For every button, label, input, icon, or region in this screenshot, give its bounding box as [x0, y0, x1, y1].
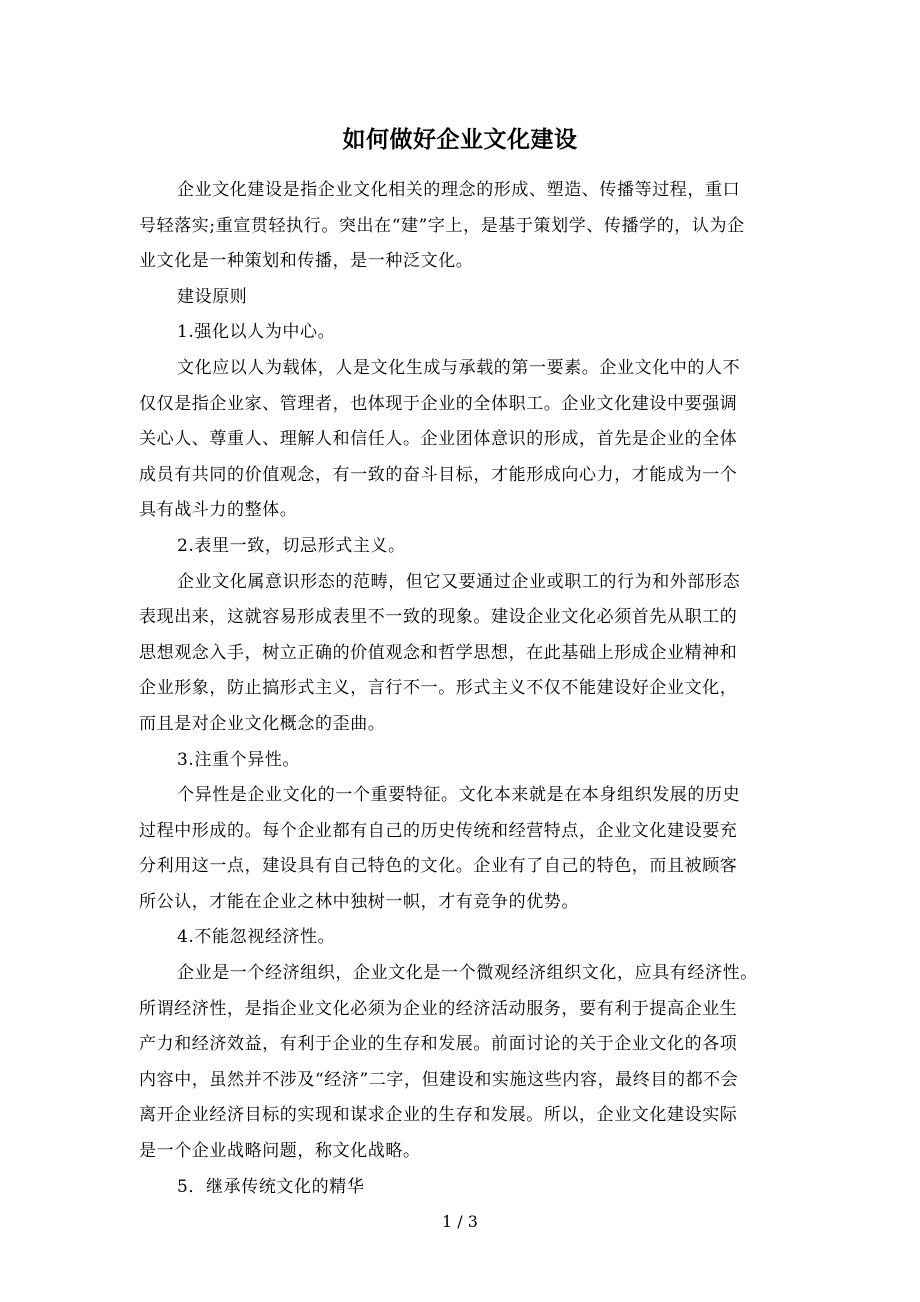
text-line: 企业文化建设是指企业文化相关的理念的形成、塑造、传播等过程，重口: [177, 180, 741, 200]
text-line: 离开企业经济目标的实现和谋求企业的生存和发展。所以，企业文化建设实际: [139, 1105, 738, 1126]
text-line: 3.注重个异性。: [177, 749, 301, 770]
text-line: 思想观念入手，树立正确的价值观念和哲学思想，在此基础上形成企业精神和: [139, 642, 738, 663]
document-title: 如何做好企业文化建设: [342, 126, 578, 153]
text-line: 企业是一个经济组织，企业文化是一个微观经济组织文化，应具有经济性。: [177, 963, 758, 984]
page-number: 1 / 3: [442, 1212, 478, 1231]
text-line: 分利用这一点，建设具有自己特色的文化。企业有了自己的特色，而且被顾客: [139, 856, 738, 877]
text-line: 产力和经济效益，有利于企业的生存和发展。前面讨论的关于企业文化的各项: [139, 1034, 738, 1055]
text-line: 而且是对企业文化概念的歪曲。: [139, 713, 386, 734]
text-line: 过程中形成的。每个企业都有自己的历史传统和经营特点，企业文化建设要充: [139, 820, 738, 841]
text-line: 业文化是一种策划和传播，是一种泛文化。: [139, 251, 474, 272]
text-line: 2.表里一致，切忌形式主义。: [177, 535, 406, 556]
text-line: 5．继承传统文化的精华: [177, 1176, 365, 1197]
text-line: 仅仅是指企业家、管理者，也体现于企业的全体职工。企业文化建设中要强调: [139, 393, 738, 414]
text-line: 4.不能忽视经济性。: [177, 927, 336, 948]
text-line: 号轻落实;重宣贯轻执行。突出在“建”字上，是基于策划学、传播学的，认为企: [139, 215, 745, 236]
text-line: 表现出来，这就容易形成表里不一致的现象。建设企业文化必须首先从职工的: [139, 607, 738, 628]
document-body: [139, 173, 799, 1205]
text-line: 成员有共同的价值观念，有一致的奋斗目标，才能形成向心力，才能成为一个: [139, 464, 738, 485]
text-line: 内容中，虽然并不涉及“经济”二字，但建设和实施这些内容，最终目的都不会: [139, 1069, 739, 1090]
text-line: 企业文化属意识形态的范畴，但它又要通过企业或职工的行为和外部形态: [177, 571, 741, 592]
text-line: 建设原则: [177, 286, 248, 307]
text-line: 是一个企业战略问题，称文化战略。: [139, 1141, 421, 1162]
text-line: 企业形象，防止搞形式主义，言行不一。形式主义不仅不能建设好企业文化，: [139, 678, 738, 699]
text-line: 关心人、尊重人、理解人和信任人。企业团体意识的形成，首先是企业的全体: [139, 429, 738, 450]
text-line: 所公认，才能在企业之林中独树一帜，才有竞争的优势。: [139, 891, 579, 912]
text-line: 1.强化以人为中心。: [177, 322, 336, 343]
text-line: 个异性是企业文化的一个重要特征。文化本来就是在本身组织发展的历史: [177, 785, 741, 806]
text-line: 所谓经济性，是指企业文化必须为企业的经济活动服务，要有利于提高企业生: [139, 998, 738, 1019]
text-line: 具有战斗力的整体。: [139, 500, 298, 521]
text-line: 文化应以人为载体，人是文化生成与承载的第一要素。企业文化中的人不: [177, 357, 741, 378]
